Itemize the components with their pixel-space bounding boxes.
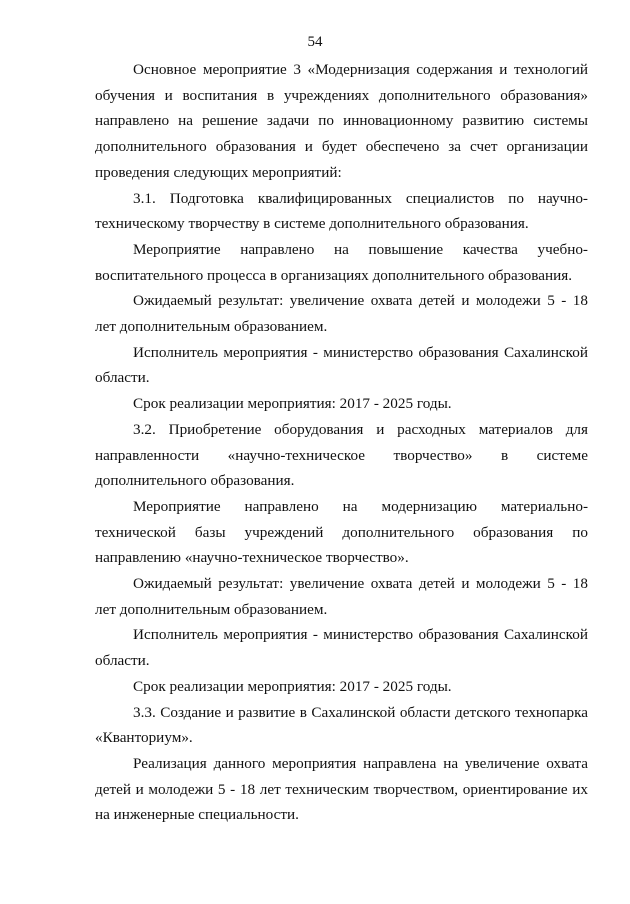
paragraph-3-1-period: Срок реализации мероприятия: 2017 - 2025 годы. [133,395,452,413]
paragraph-3-2-executor: Исполнитель мероприятия - министерство образования Сахалинской области. [95,626,588,670]
paragraph-3-1-expected-result: Ожидаемый результат: увеличение охвата детей и молодежи 5 - 18 лет дополнительным образованием. [95,292,588,336]
page-number: 54 [307,34,323,50]
paragraph-3-1-purpose: Мероприятие направлено на повышение качества учебно-воспитательного процесса в организациях дополнительного образования. [95,240,588,284]
paragraph-3-2-expected-result: Ожидаемый результат: увеличение охвата детей и молодежи 5 - 18 лет дополнительным образованием. [95,575,588,618]
paragraph-3-1-executor: Исполнитель мероприятия - министерство образования Сахалинской области. [95,343,588,387]
document-body [95,57,588,828]
paragraph-item-3-1: 3.1. Подготовка квалифицированных специалистов по научно-техническому творчеству в системе дополнительного образования. [95,189,588,233]
paragraph-3-3-purpose: Реализация данного мероприятия направлена на увеличение охвата детей и молодежи 5 - 18 лет техническим творчеством, ориентирование их на инженерные специальности. [95,754,588,824]
paragraph-item-3-3: 3.3. Создание и развитие в Сахалинской области детского технопарка «Кванториум». [95,703,588,747]
paragraph-3-2-period: Срок реализации мероприятия: 2017 - 2025 годы. [133,677,452,695]
paragraph-main-event-3: Основное мероприятие 3 «Модернизация содержания и технологий обучения и воспитания в учреждениях дополнительного образования» направлено на решение задачи по инновационному развитию системы дополнительного образования и будет обеспечено за счет организации проведения следующих мероприятий: [95,61,588,181]
paragraph-item-3-2: 3.2. Приобретение оборудования и расходных материалов для направленности «научно-техническое творчество» в системе дополнительного образования. [95,420,588,490]
paragraph-3-2-purpose: Мероприятие направлено на модернизацию материально-технической базы учреждений дополнительного образования по направлению «научно-техническое творчество». [95,497,588,567]
